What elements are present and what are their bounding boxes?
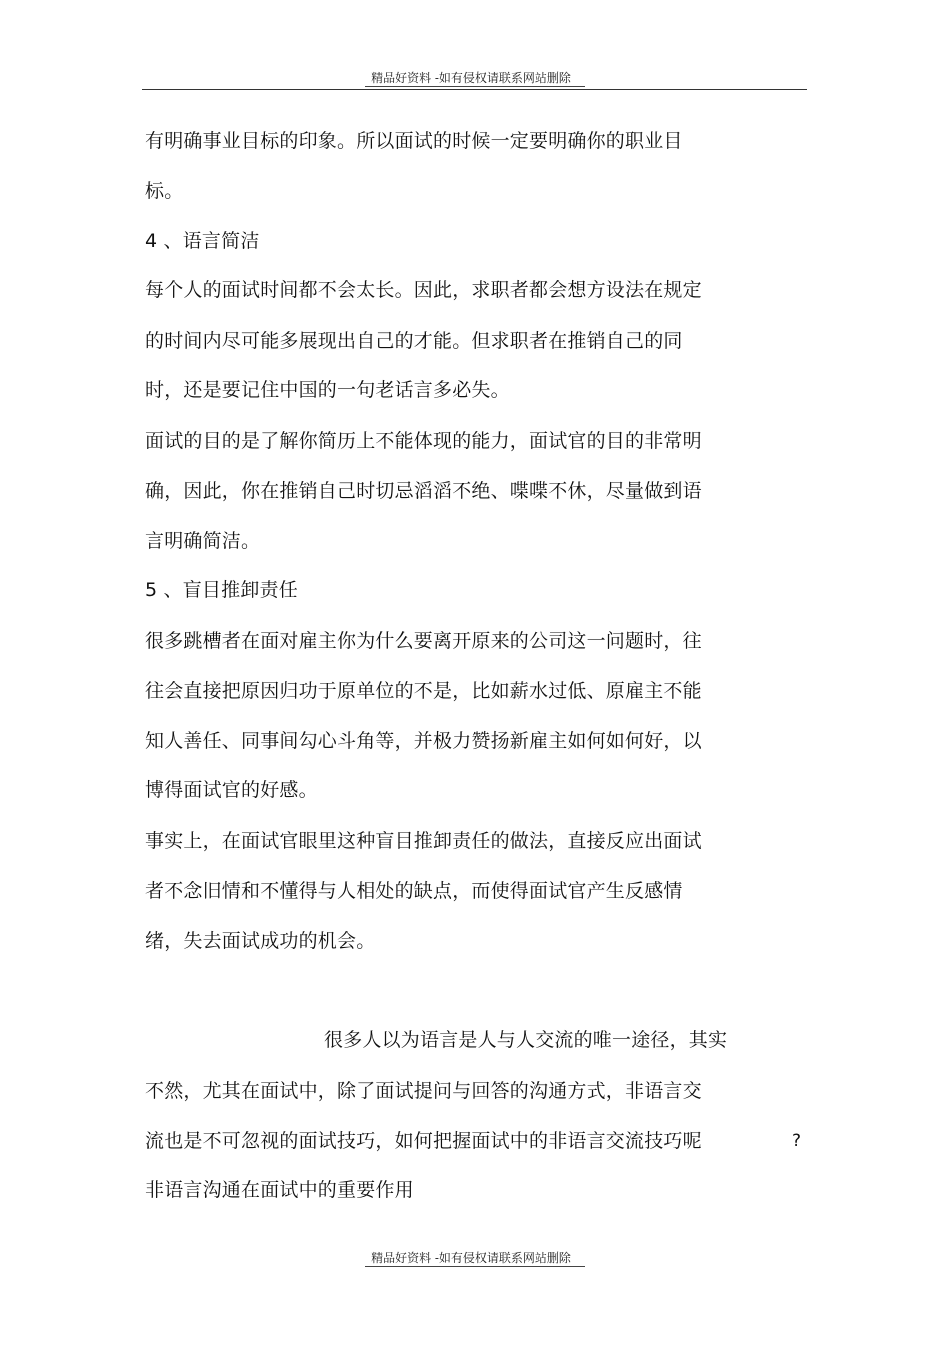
header-text: 精品好资料 -如有侵权请联系网站删除: [365, 70, 585, 87]
text-line: 绪，失去面试成功的机会。: [145, 930, 376, 952]
text-line: 事实上，在面试官眼里这种盲目推卸责任的做法，直接反应出面试: [145, 830, 702, 852]
text-line: 往会直接把原因归功于原单位的不是，比如薪水过低、原雇主不能: [145, 680, 702, 702]
section-heading: 5 、盲目推卸责任: [145, 579, 298, 601]
text-line: 面试的目的是了解你简历上不能体现的能力，面试官的目的非常明: [145, 430, 702, 452]
text-line: 言明确简洁。: [145, 530, 261, 552]
section-heading: 4 、语言简洁: [145, 230, 260, 252]
question-mark: ?: [792, 1131, 802, 1151]
text-line: 确，因此，你在推销自己时切忌滔滔不绝、喋喋不休，尽量做到语: [145, 480, 702, 502]
text-line: 很多人以为语言是人与人交流的唯一途径，其实: [324, 1029, 728, 1051]
header-rule: [142, 89, 807, 90]
page-header: [0, 70, 950, 87]
text-line: 有明确事业目标的印象。所以面试的时候一定要明确你的职业目: [145, 130, 683, 152]
text-line: 博得面试官的好感。: [145, 779, 318, 801]
footer-text: 精品好资料 -如有侵权请联系网站删除: [365, 1250, 585, 1267]
text-line: 流也是不可忽视的面试技巧，如何把握面试中的非语言交流技巧呢: [145, 1130, 702, 1152]
text-line: 者不念旧情和不懂得与人相处的缺点，而使得面试官产生反感情: [145, 880, 683, 902]
text-line: 标。: [145, 180, 184, 202]
text-line: 非语言沟通在面试中的重要作用: [145, 1179, 414, 1201]
text-line: 知人善任、同事间勾心斗角等，并极力赞扬新雇主如何如何好，以: [145, 730, 702, 752]
text-line: 很多跳槽者在面对雇主你为什么要离开原来的公司这一问题时，往: [145, 630, 702, 652]
text-line: 的时间内尽可能多展现出自己的才能。但求职者在推销自己的同: [145, 330, 683, 352]
text-line: 时，还是要记住中国的一句老话言多必失。: [145, 379, 510, 401]
page-footer: [0, 1250, 950, 1267]
text-line: 不然，尤其在面试中，除了面试提问与回答的沟通方式，非语言交: [145, 1080, 702, 1102]
text-line: 每个人的面试时间都不会太长。因此，求职者都会想方设法在规定: [145, 279, 702, 301]
